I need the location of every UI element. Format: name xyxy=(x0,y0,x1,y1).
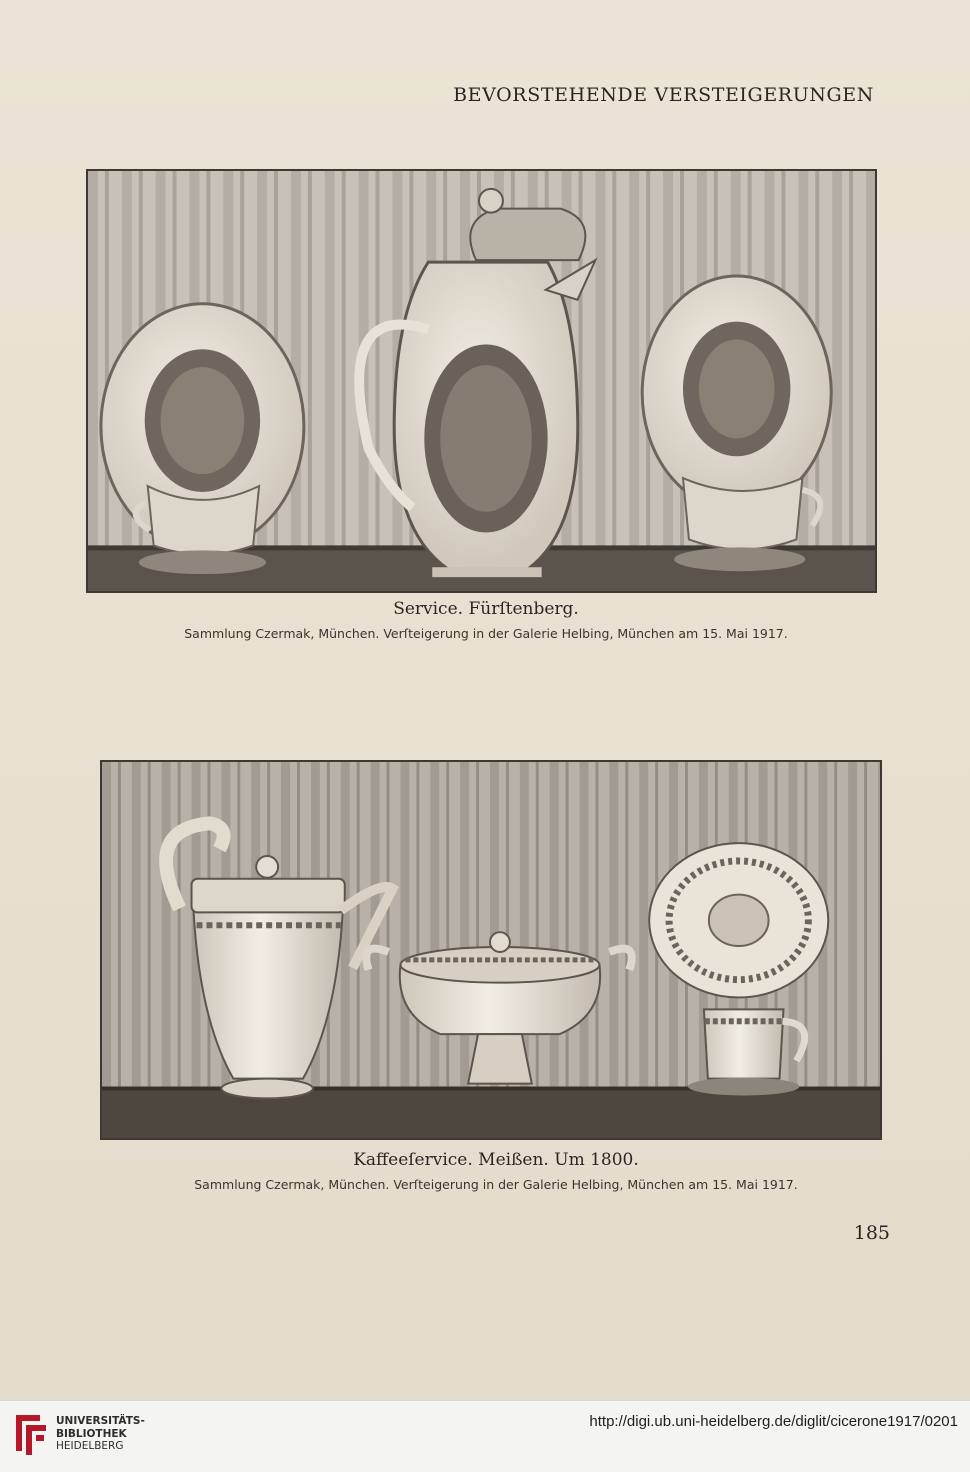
figure-2-title: Kaffeeſervice. Meißen. Um 1800. xyxy=(353,1150,639,1170)
permalink-url[interactable]: http://digi.ub.uni-heidelberg.de/diglit/cicerone1917/0201 xyxy=(589,1413,958,1430)
meissen-coffee-service-photo xyxy=(102,762,880,1138)
library-name-line: HEIDELBERG xyxy=(56,1440,124,1452)
running-head: BEVORSTEHENDE VERSTEIGERUNGEN xyxy=(453,84,874,106)
footer-bar xyxy=(0,1400,970,1472)
library-name xyxy=(56,1415,145,1453)
fuerstenberg-service-photo xyxy=(88,171,875,591)
library-name-line: UNIVERSITÄTS- xyxy=(56,1415,145,1427)
page-number: 185 xyxy=(853,1222,890,1244)
photo-meissen-coffee-service xyxy=(100,760,882,1140)
photo-fuerstenberg-service xyxy=(86,169,877,593)
figure-2-caption: Sammlung Czermak, München. Verſteigerung in der Galerie Helbing, München am 15. Mai 1917. xyxy=(194,1177,798,1192)
figure-1-caption: Sammlung Czermak, München. Verſteigerung in der Galerie Helbing, München am 15. Mai 1917. xyxy=(184,626,788,641)
figure-1-title: Service. Fürſtenberg. xyxy=(393,599,579,619)
library-name-line: BIBLIOTHEK xyxy=(56,1427,127,1440)
university-library-logo-icon xyxy=(10,1411,50,1457)
